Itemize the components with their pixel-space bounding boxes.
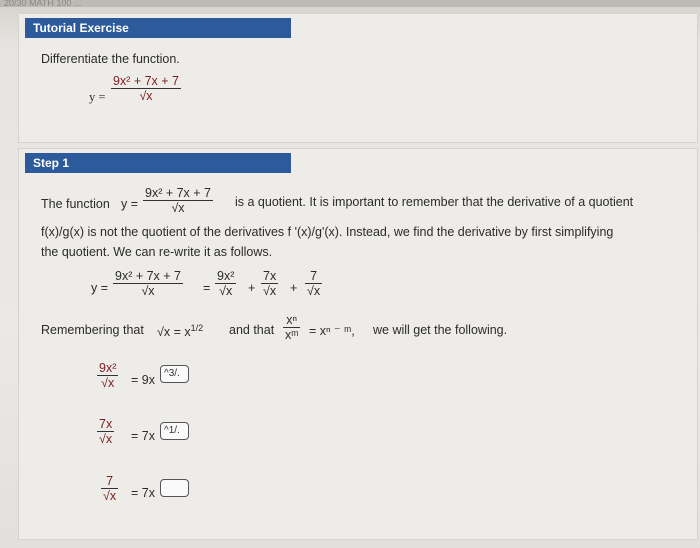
rewrite-numerator: 9x² + 7x + 7 bbox=[115, 269, 182, 283]
row-3-equals: = 7x bbox=[131, 486, 155, 500]
row-1-denominator: √x bbox=[97, 375, 118, 390]
step-1-header: Step 1 bbox=[25, 153, 291, 173]
rewrite-term-3 bbox=[305, 269, 322, 298]
function-y-equals: y = bbox=[89, 90, 106, 104]
rewrite-term-2 bbox=[261, 269, 278, 298]
row-1-equals: = 9x bbox=[131, 373, 155, 387]
quotient-fraction bbox=[143, 186, 213, 215]
rewrite-fraction bbox=[113, 269, 183, 298]
row-1-exponent-input[interactable]: ^3/. bbox=[160, 365, 189, 383]
row-1-fraction bbox=[97, 361, 118, 390]
function-numerator: 9x² + 7x + 7 bbox=[113, 74, 180, 88]
row-2-exponent-input[interactable]: ^1/. bbox=[160, 422, 189, 440]
quotient-explanation-text: is a quotient. It is important to remember that the derivative of a quotient bbox=[235, 195, 634, 209]
row-1-numerator: 9x² bbox=[99, 361, 117, 375]
rewrite-term-1-denominator: √x bbox=[215, 283, 236, 298]
rewrite-equals: = bbox=[203, 281, 211, 295]
rewrite-term-2-denominator: √x bbox=[261, 283, 278, 298]
page-top-strip: 20/30 MATH 100 ... bbox=[0, 0, 700, 7]
quotient-numerator: 9x² + 7x + 7 bbox=[145, 186, 212, 200]
row-3-numerator: 7 bbox=[106, 474, 114, 488]
row-3-denominator: √x bbox=[103, 489, 117, 503]
tutorial-exercise-panel bbox=[18, 13, 698, 143]
rewrite-term-3-denominator: √x bbox=[307, 284, 321, 298]
function-fraction bbox=[111, 74, 181, 103]
row-2-numerator: 7x bbox=[99, 417, 113, 431]
power-identity-rhs: = xⁿ ⁻ ᵐ, bbox=[309, 324, 355, 338]
quotient-denominator: √x bbox=[143, 200, 213, 215]
row-3-exponent-input[interactable] bbox=[160, 479, 189, 497]
following-text: we will get the following. bbox=[373, 323, 508, 337]
rewrite-text: the quotient. We can re-write it as follows. bbox=[41, 245, 273, 259]
function-denominator: √x bbox=[111, 88, 181, 103]
quotient-intro-text: The function bbox=[41, 197, 110, 211]
power-identity-denominator: xᵐ bbox=[285, 328, 299, 342]
sqrt-identity-base: √x = x bbox=[157, 325, 191, 340]
power-identity-fraction bbox=[283, 313, 300, 342]
rewrite-denominator: √x bbox=[113, 283, 183, 298]
sqrt-identity bbox=[157, 323, 203, 339]
and-that-text: and that bbox=[229, 323, 275, 337]
row-2-equals: = 7x bbox=[131, 429, 155, 443]
rewrite-term-3-numerator: 7 bbox=[310, 269, 318, 283]
quotient-y-equals: y = bbox=[121, 197, 139, 211]
instruction-text: Differentiate the function. bbox=[41, 52, 180, 66]
sqrt-identity-exponent: 1/2 bbox=[190, 323, 204, 333]
rewrite-term-2-numerator: 7x bbox=[263, 269, 277, 283]
rewrite-term-1 bbox=[215, 269, 236, 298]
rewrite-plus-2: + bbox=[290, 281, 298, 295]
rewrite-plus-1: + bbox=[248, 281, 256, 295]
rewrite-term-1-numerator: 9x² bbox=[217, 269, 235, 283]
remembering-text: Remembering that bbox=[41, 323, 144, 337]
power-identity-numerator: xⁿ bbox=[286, 313, 298, 327]
step-1-panel bbox=[18, 148, 698, 540]
rewrite-y-equals: y = bbox=[91, 281, 109, 295]
row-3-fraction bbox=[101, 474, 118, 503]
row-2-denominator: √x bbox=[97, 431, 114, 446]
derivative-quotient-text: f(x)/g(x) is not the quotient of the derivatives f '(x)/g'(x). Instead, we find the derivative by first simplifying bbox=[41, 225, 614, 239]
row-2-fraction bbox=[97, 417, 114, 446]
tutorial-exercise-header: Tutorial Exercise bbox=[25, 18, 291, 38]
